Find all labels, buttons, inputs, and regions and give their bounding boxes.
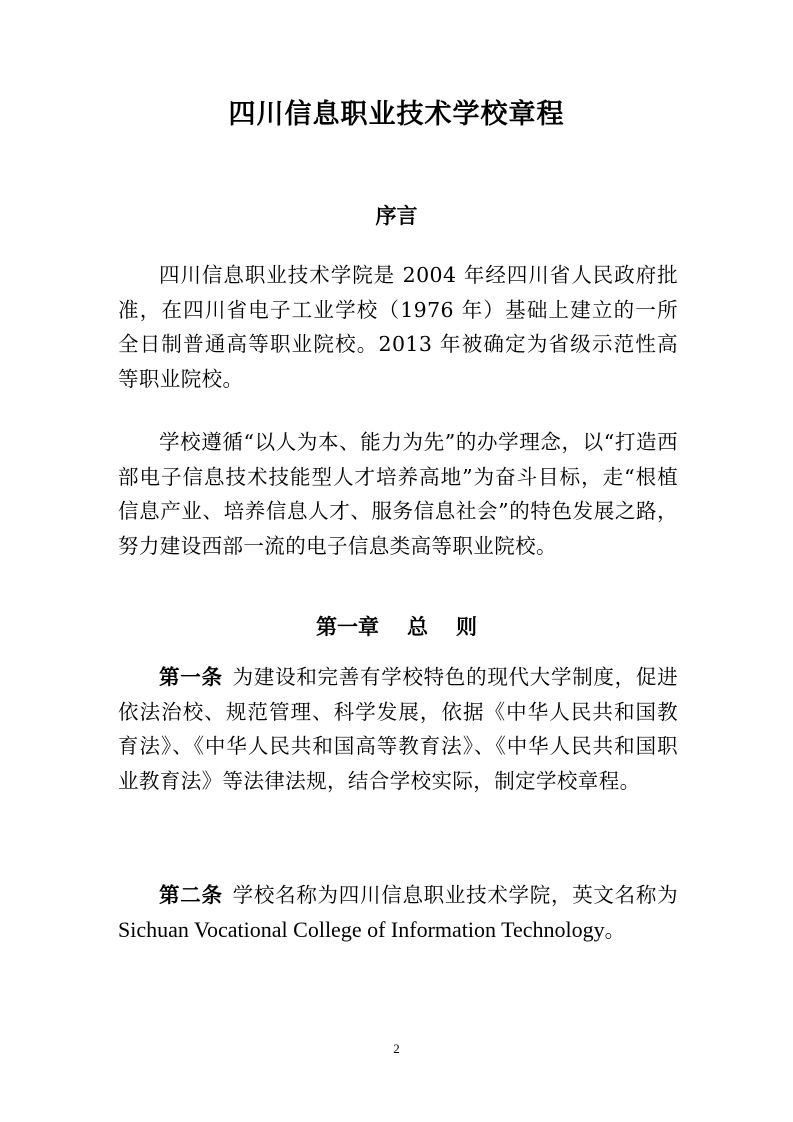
article-2-text-end: 。 — [604, 917, 626, 942]
preface-paragraph-2: 学校遵循“以人为本、能力为先”的办学理念，以“打造西部电子信息技术技能型人才培养高地”为奋斗目标，走“根植信息产业、培养信息人才、服务信息社会”的特色发展之路，努力建设西部一流的电子信息类高等职业院校。 — [118, 430, 678, 558]
page-number: 2 — [393, 1041, 400, 1056]
article-1 — [118, 660, 678, 798]
english-college-name: Sichuan Vocational College of Information Technology — [118, 916, 605, 942]
article-2-text: 学校名称为四川信息职业技术学院，英文名称为 — [232, 883, 678, 907]
chapter-title-char-1: 总 — [407, 615, 428, 639]
document-title: 四川信息职业技术学校章程 — [228, 99, 565, 130]
chapter-title-char-2: 则 — [456, 615, 477, 639]
article-1-label: 第一条 — [159, 665, 223, 689]
preface-paragraph-1: 四川信息职业技术学院是 2004 年经四川省人民政府批准，在四川省电子工业学校（1976 年）基础上建立的一所全日制普通高等职业院校。2013 年被确定为省级示范性高等职业院校。 — [118, 263, 678, 391]
article-2 — [118, 878, 678, 947]
chapter-number: 第一章 — [316, 615, 379, 639]
article-1-text: 为建设和完善有学校特色的现代大学制度，促进依法治校、规范管理、科学发展，依据《中华人民共和国教育法》、《中华人民共和国高等教育法》、《中华人民共和国职业教育法》等法律法规，结合学校实际，制定学校章程。 — [118, 665, 678, 793]
article-2-label: 第二条 — [159, 883, 223, 907]
preface-heading: 序言 — [375, 204, 418, 228]
chapter-heading — [0, 612, 793, 642]
